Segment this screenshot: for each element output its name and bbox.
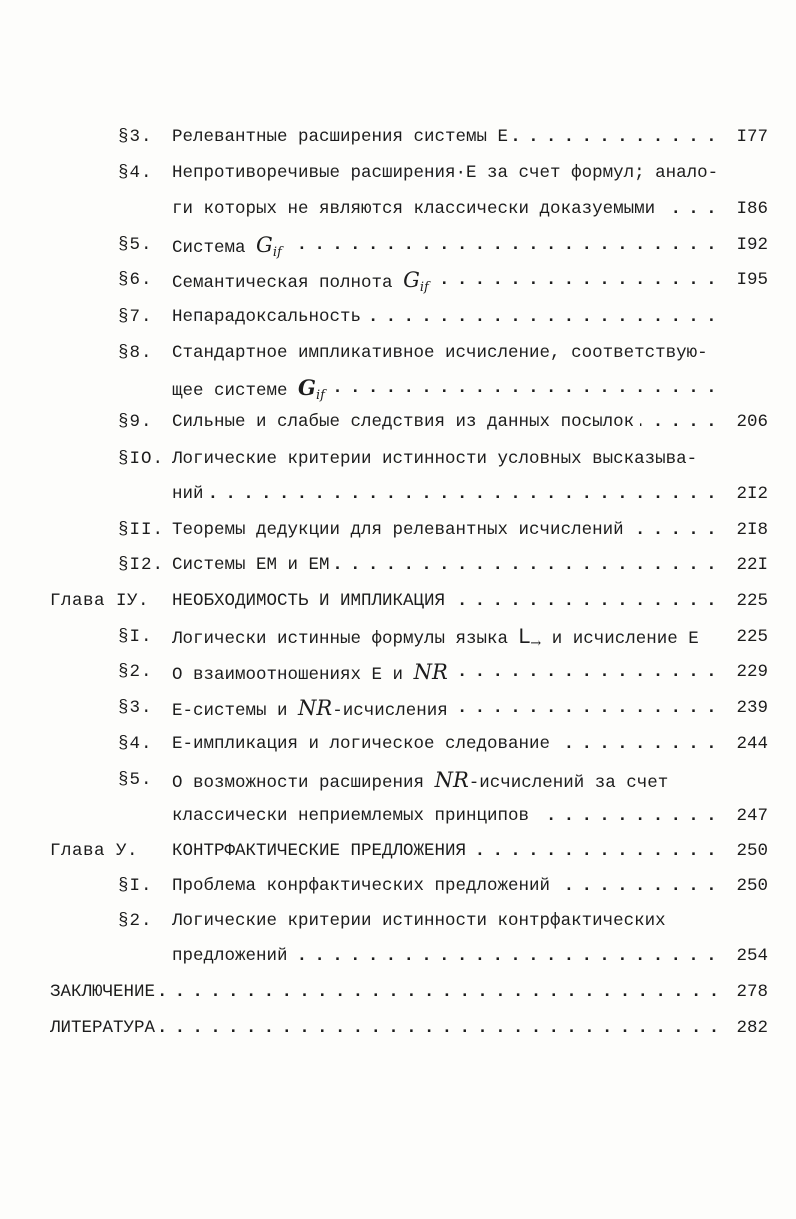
section-title: Логически истинные формулы языка $L_\to$ и исчисление Е [172, 622, 716, 659]
toc-row [0, 122, 796, 152]
section-title: Релевантные расширения системы Е . . . [172, 122, 716, 152]
conclusion-title: ЗАКЛЮЧЕНИЕ . . . [50, 977, 716, 1007]
toc-row [0, 941, 796, 971]
toc-row [0, 265, 796, 295]
section-title: Теоремы дедукции для релевантных исчислений . . . [172, 515, 716, 545]
section-number: §9. [118, 412, 153, 432]
section-title: Непарадоксальность . . . [172, 302, 716, 332]
toc-row [0, 373, 796, 403]
page-number: 225 [736, 627, 768, 647]
chapter-label: Глава IУ. [50, 591, 150, 611]
page-number: 250 [736, 876, 768, 896]
toc-row [0, 765, 796, 795]
section-number: §3. [118, 698, 153, 718]
section-title: Е-системы и NR-исчисления . . . [172, 693, 716, 726]
section-number: §IO. [118, 449, 165, 469]
section-title: Логические критерии истинности контрфактических [172, 906, 768, 936]
toc-row [0, 515, 796, 545]
page-number: I92 [736, 235, 768, 255]
page-number: 254 [736, 946, 768, 966]
toc-row [0, 622, 796, 652]
toc-row [0, 550, 796, 580]
section-title: Система $G_{if}$ . . . [172, 230, 716, 268]
section-title: классически неприемлемых принципов . . . [172, 801, 716, 831]
toc-row [0, 906, 796, 936]
toc-row [0, 338, 796, 368]
formula-symbol: G [403, 268, 420, 292]
section-number: §II. [118, 520, 165, 540]
toc-row [0, 479, 796, 509]
section-title: Системы ЕМ и ЕМ . . . [172, 550, 716, 580]
toc-chapter-row [0, 836, 796, 866]
page-number: I95 [736, 270, 768, 290]
section-number: §2. [118, 662, 153, 682]
page-number: 206 [736, 412, 768, 432]
page-number: 2I8 [736, 520, 768, 540]
toc-row [0, 302, 796, 332]
formula-symbol: G [256, 233, 273, 257]
section-number: §I2. [118, 555, 165, 575]
section-title: О взаимоотношениях Е и NR . . . [172, 657, 716, 690]
section-title: Проблема конрфактических предложений . . . [172, 871, 716, 901]
section-number: §2. [118, 911, 153, 931]
chapter-title: КОНТРФАКТИЧЕСКИЕ ПРЕДЛОЖЕНИЯ . . . [172, 836, 716, 866]
toc-row [0, 657, 796, 687]
chapter-label: Глава У. [50, 841, 139, 861]
page-number: 229 [736, 662, 768, 682]
section-number: §4. [118, 163, 153, 183]
toc-row [0, 194, 796, 224]
page-number: 22I [736, 555, 768, 575]
page-number: 282 [736, 1018, 768, 1038]
page-number: 225 [736, 591, 768, 611]
section-title: Семантическая полнота $G_{if}$ . . . [172, 265, 716, 303]
section-number: §5. [118, 770, 153, 790]
section-number: §5. [118, 235, 153, 255]
section-title: Логические критерии истинности условных высказыва- [172, 444, 768, 474]
section-title: ги которых не являются классически доказуемыми . . . [172, 194, 716, 224]
formula-symbol: NR [434, 768, 469, 792]
toc-row [0, 871, 796, 901]
toc-row [0, 230, 796, 260]
toc-row [0, 693, 796, 723]
formula-symbol: NR [298, 696, 333, 720]
section-title: О возможности расширения NR-исчислений за счет [172, 765, 716, 798]
toc-wide-row [0, 977, 796, 1007]
formula-symbol: L [518, 625, 531, 648]
toc-row [0, 158, 796, 188]
section-number: §6. [118, 270, 153, 290]
page-number: 250 [736, 841, 768, 861]
page-number: 239 [736, 698, 768, 718]
section-number: §4. [118, 734, 153, 754]
section-title: ний . . . [172, 479, 716, 509]
section-title: предложений . . . [172, 941, 716, 971]
literature-title: ЛИТЕРАТУРА . . . [50, 1013, 716, 1043]
toc-chapter-row [0, 586, 796, 616]
page-number: 244 [736, 734, 768, 754]
section-title: Стандартное импликативное исчисление, соответствую- [172, 338, 768, 368]
section-title: Е-импликация и логическое следование . . . [172, 729, 716, 759]
page-number: I77 [736, 127, 768, 147]
section-title: щее системе $G_{if}$ . . . [172, 373, 716, 411]
page-number: 247 [736, 806, 768, 826]
section-number: §7. [118, 307, 153, 327]
formula-symbol: NR [413, 660, 448, 684]
toc-row [0, 444, 796, 474]
section-number: §I. [118, 627, 153, 647]
page-number: 2I2 [736, 484, 768, 504]
section-number: §3. [118, 127, 153, 147]
page-number: 278 [736, 982, 768, 1002]
section-number: §I. [118, 876, 153, 896]
section-title: Сильные и слабые следствия из данных посылок . . . [172, 407, 716, 437]
toc-row [0, 801, 796, 831]
toc-wide-row [0, 1013, 796, 1043]
chapter-title: НЕОБХОДИМОСТЬ И ИМПЛИКАЦИЯ . . . [172, 586, 716, 616]
toc-row [0, 729, 796, 759]
toc-row [0, 407, 796, 437]
section-number: §8. [118, 343, 153, 363]
page-number: I86 [736, 199, 768, 219]
formula-symbol: G [298, 375, 316, 400]
section-title: Непротиворечивые расширения·Е за счет формул; анало- [172, 158, 768, 188]
